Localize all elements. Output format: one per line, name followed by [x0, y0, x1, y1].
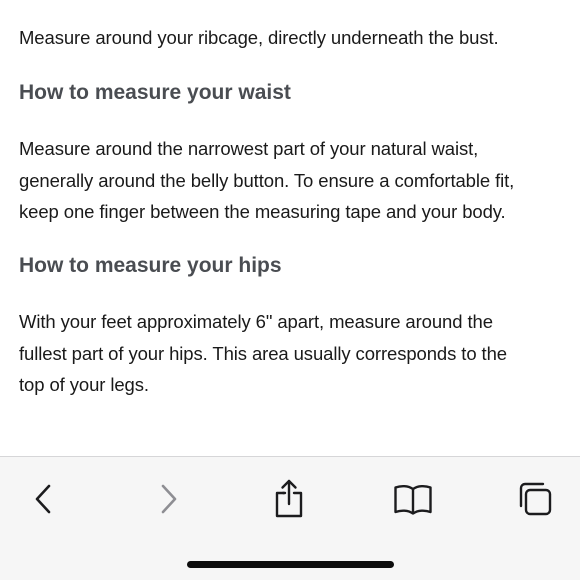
paragraph-line: fullest part of your hips. This area usually corresponds to the — [19, 342, 507, 364]
chevron-left-icon — [21, 477, 65, 521]
paragraph-line: keep one finger between the measuring tape and your body. — [19, 201, 506, 222]
intro-paragraph — [19, 22, 499, 54]
share-button[interactable] — [267, 477, 311, 521]
tabs-button[interactable] — [513, 477, 557, 521]
hips-heading: How to measure your hips — [19, 254, 282, 277]
hips-paragraph — [19, 306, 507, 401]
book-icon — [391, 477, 435, 521]
paragraph-line: generally around the belly button. To ensure a comfortable fit, — [19, 169, 515, 191]
paragraph-line: Measure around your ribcage, directly underneath the bust. — [19, 27, 499, 48]
back-button[interactable] — [21, 477, 65, 521]
paragraph-line: top of your legs. — [19, 374, 149, 395]
waist-paragraph — [19, 133, 514, 228]
tabs-icon — [513, 477, 557, 521]
bookmarks-button[interactable] — [391, 477, 435, 521]
share-icon — [267, 477, 311, 521]
paragraph-line: With your feet approximately 6" apart, measure around the — [19, 311, 493, 332]
chevron-right-icon — [147, 477, 191, 521]
paragraph-line: Measure around the narrowest part of your natural waist, — [19, 138, 479, 159]
waist-heading: How to measure your waist — [19, 81, 291, 104]
home-indicator[interactable] — [187, 561, 394, 568]
forward-button[interactable] — [147, 477, 191, 521]
